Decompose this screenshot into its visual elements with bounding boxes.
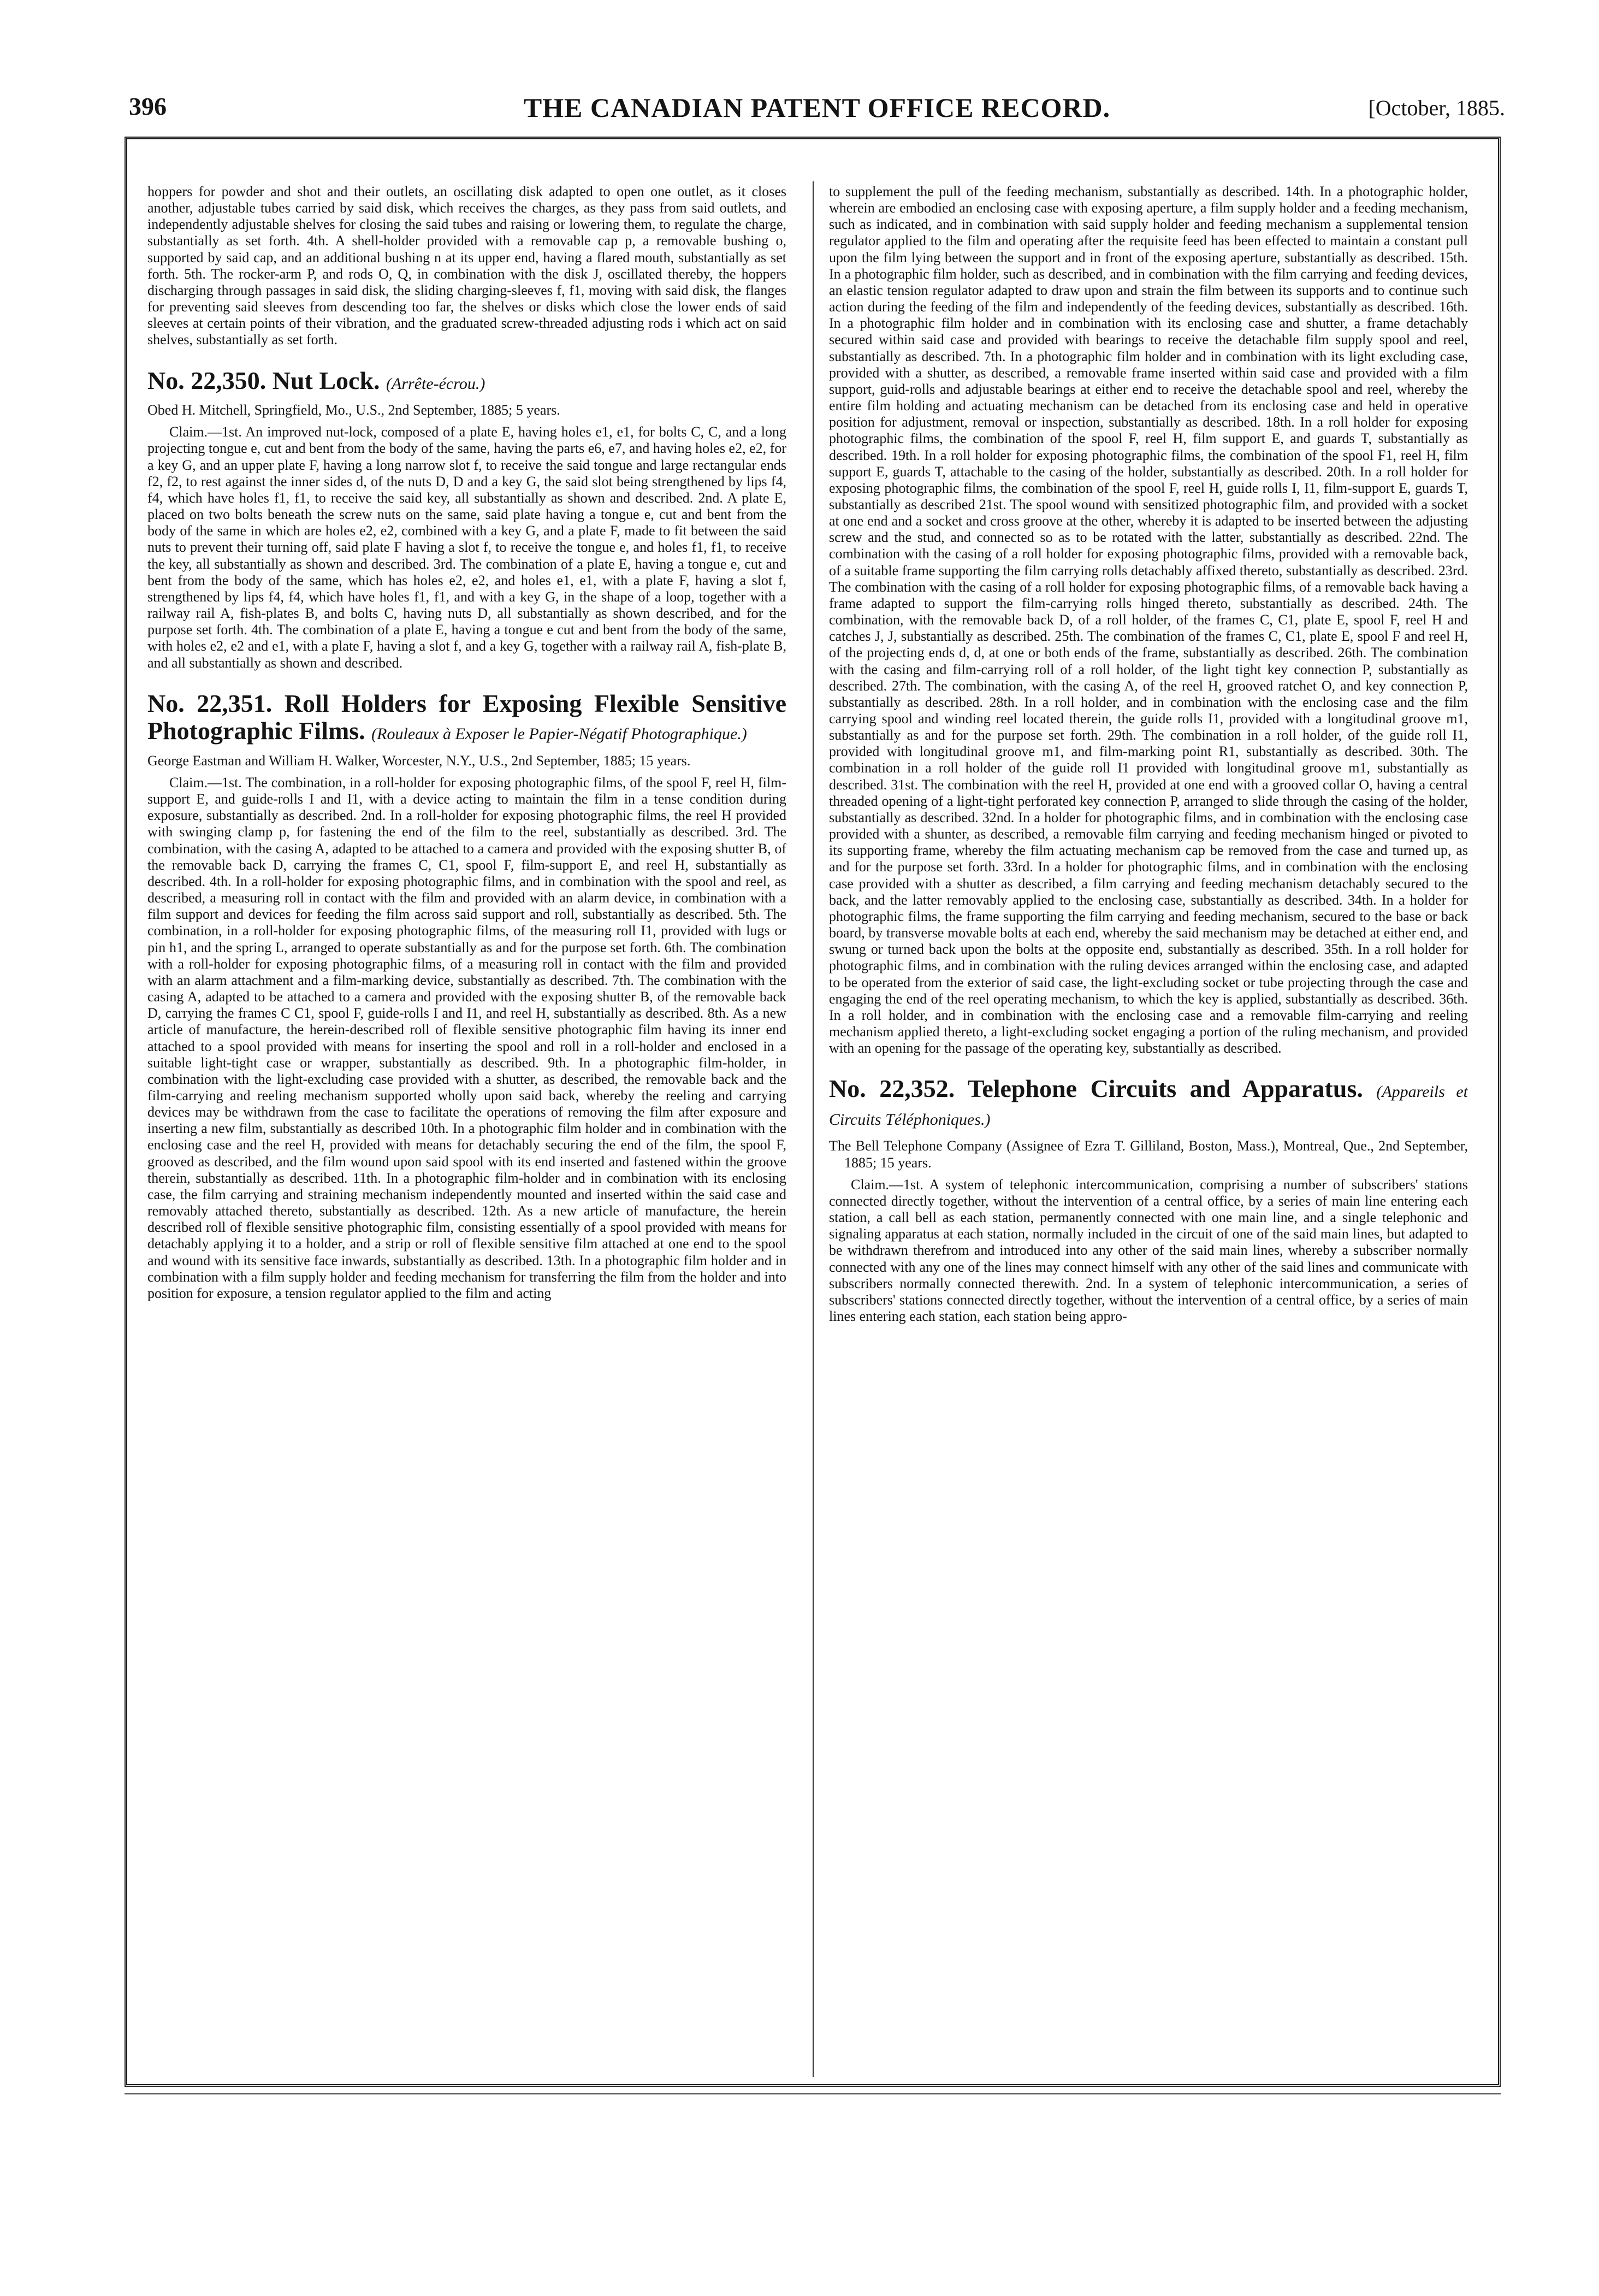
journal-title: THE CANADIAN PATENT OFFICE RECORD. bbox=[523, 92, 1111, 123]
patent-number: No. 22,350. bbox=[147, 366, 266, 394]
patent-claims: Claim.—1st. A system of telephonic intercommunication, comprising a number of subscribers' stations connected directly together, without the intervention of a central office, by a series of main line entering each station, a call bell as each station, permanently connected with one main line, and a single telephonic and signaling apparatus at each station, normally included in the circuit of one of the said main lines, but adapted to be withdrawn therefrom and introduced into any other of the said main lines, whereby a subscriber normally connected with any one of the lines may connect himself with any other of the said lines and communicate with subscribers normally connected therewith. 2nd. In a system of telephonic intercommunication, a series of subscribers' stations connected directly together, without the intervention of a central office, by a series of main lines entering each station, each station being appro- bbox=[829, 1176, 1468, 1325]
continued-claims-text: to supplement the pull of the feeding mechanism, substantially as described. 14th. In a photographic holder, wherein are embodied an enclosing case with exposing aperture, a film supply holder and a feeding mechanism, such as indicated, and in combination with said supply holder and feeding mechanism a supplemental tension regulator applied to the film and operating after the requisite feed has been effected to maintain a constant pull upon the film lying between the support and in front of the exposing aperture, substantially as described. 15th. In a photographic film holder, such as described, and in combination with the film carrying and feeding devices, an elastic tension regulator adapted to draw upon and strain the film between its supports and to continue such action during the feeding of the film and independently of the feeding devices, substantially as described. 16th. In a photographic film holder and in combination with its enclosing case and shutter, a frame detachably secured within said case and provided with bearings to receive the detachable film supply spool and reel, substantially as described. 7th. In a photographic film holder and in combination with its light excluding case, provided with a shutter, as described, a removable frame inserted within said case and provided with a film support, guid-rolls and adjustable bearings at either end to receive the detachable spool and reel, whereby the entire film holding and actuating mechanism can be detached from its enclosing case and held in operative position for adjustment, removal or inspection, substantially as described. 18th. In a roll holder for exposing photographic films, the combination of the spool F, reel H, film support E, and guards T, substantially as described. 19th. In a roll holder for exposing photographic films, the combination of the spool F1, reel H, film support E, guards T, attachable to the casing of the holder, substantially as described. 20th. In a roll holder for exposing photographic films, the combination of the spool F, reel H, guide rolls I, I1, film-support E, guards T, substantially as described 21st. The spool wound with sensitized photographic film, and provided with a socket at one end and a socket and cross groove at the other, whereby it is adapted to be inserted between the adjusting screw and the stud, and connected so as to be rotated with the latter, substantially as described. 22nd. The combination with the casing of a roll holder for exposing photographic films, provided with a removable back, of a suitable frame supporting the film carrying rolls detachably affixed thereto, substantially as described. 23rd. The combination with the casing of a roll holder for exposing photographic films, of a removable back having a frame adapted to support the film-carrying rolls hinged thereto, substantially as described. 24th. The combination, with the removable back D, of a roll holder, of the frames C, C1, plate E, spool F, reel H and catches J, J, substantially as described. 25th. The combination of the frames C, C1, plate E, spool F and reel H, of the projecting ends d, d, at one or both ends of the frame, substantially as described. 26th. The combination with the casing and film-carrying roll of a roll holder, of the light tight key connection P, substantially as described. 27th. The combination, with the casing A, of the reel H, grooved ratchet O, and key connection P, substantially as described. 28th. In a roll holder, and in combination with the enclosing case and the film carrying spool and winding reel located therein, the guide rolls I1, provided with a longitudinal groove m1, substantially as and for the purpose set forth. 29th. The combination in a roll holder, of the guide roll I1, provided with longitudinal groove m1, and film-marking point R1, substantially as described. 30th. The combination in a roll holder of the guide roll I1 provided with longitudinal groove m1, substantially as described. 31st. The combination with the reel H, provided at one end with a grooved collar O, having a central threaded opening of a light-tight perforated key connection P, arranged to slide through the casing of the holder, substantially as described. 32nd. In a holder for photographic films, and in combination with the enclosing case provided with a shunter, as described, a removable film carrying and feeding mechanism hinged or pivoted to its supporting frame, whereby the film actuating mechanism cap be removed from the case and turned up, as and for the purpose set forth. 33rd. In a holder for photographic films, and in combination with the enclosing case provided with a shutter as described, a film carrying and feeding mechanism detachably secured to the back, and the latter removably applied to the enclosing case, substantially as described. 34th. In a holder for photographic films, the frame supporting the film carrying and feeding mechanism, secured to the base or back board, by transverse movable bolts at each end, whereby the said mechanism may be detached at either end, and swung or turned back upon the bolts at the opposite end, substantially as described. 35th. In a roll holder for photographic films, and in combination with the ruling devices arranged within the enclosing case, and adapted to be operated from the exterior of said case, the light-excluding socket or tube projecting through the case and engaging the end of the reel operating mechanism, to which the key is applied, substantially as described. 36th. In a roll holder, and in combination with the enclosing case and a removable film-carrying and reeling mechanism applied thereto, a light-excluding socket engaging a portion of the ruling mechanism, and provided with an opening for the passage of the operating key, substantially as described. bbox=[829, 184, 1468, 1056]
patent-french-title: (Arrête-écrou.) bbox=[386, 374, 485, 393]
patent-french-title: (Rouleaux à Exposer le Papier-Négatif Photographique.) bbox=[371, 725, 747, 743]
patent-title: Telephone Circuits and Apparatus. bbox=[967, 1075, 1363, 1103]
patent-heading bbox=[829, 1075, 1468, 1130]
patent-heading bbox=[147, 367, 786, 395]
patent-number: No. 22,352. bbox=[829, 1075, 955, 1103]
patent-grantee: George Eastman and William H. Walker, Worcester, N.Y., U.S., 2nd September, 1885; 15 years. bbox=[147, 752, 691, 769]
patent-french-title: (Appareils et Circuits Téléphoniques.) bbox=[829, 1083, 1468, 1129]
page-number: 396 bbox=[129, 92, 167, 120]
patent-grantee: Obed H. Mitchell, Springfield, Mo., U.S., 2nd September, 1885; 5 years. bbox=[147, 402, 560, 418]
patent-title: Nut Lock. bbox=[272, 366, 380, 394]
patent-22352 bbox=[829, 1075, 1468, 1325]
patent-22350 bbox=[147, 367, 786, 671]
patent-claims: Claim.—1st. The combination, in a roll-holder for exposing photographic films, of the spool F, reel H, film-support E, and guide-rolls I and I1, with a device acting to maintain the film in a tense condition during exposure, substantially as described. 2nd. In a roll-holder for exposing photographic films, the reel H provided with swinging clamp p, for fastening the end of the film to the reel, substantially as described. 3rd. The combination, with the casing A, adapted to be attached to a camera and provided with the exposing shutter B, of the removable back D, carrying the frames C, C1, spool F, film-support E, and reel H, substantially as described. 4th. In a roll-holder for exposing photographic films, and in combination with the spool and reel, as described, a measuring roll in contact with the film and provided with an alarm device, in combination with a film support and devices for feeding the film across said support and roll, substantially as described. 5th. The combination, in a roll-holder for exposing photographic films, of the measuring roll I1, provided with lugs or pin h1, and the spring L, arranged to operate substantially as and for the purpose set forth. 6th. The combination with a roll-holder for exposing photographic films, of a measuring roll in contact with the film and provided with an alarm attachment and a film-marking device, substantially as described. 7th. The combination with the casing A, adapted to be attached to a camera and provided with the exposing shutter B, of the removable back D, carrying the frames C C1, spool F, guide-rolls I and I1, and reel H, substantially as described. 8th. As a new article of manufacture, the herein-described roll of flexible sensitive photographic film having its inner end attached to a spool provided with means for inserting the spool and roll in a roll-holder and enclosed in a suitable light-tight case or wrapper, substantially as described. 9th. In a photographic film-holder, in combination with the light-excluding case provided with a shutter, as described, the removable back and the film-carrying and reeling mechanism supported wholly upon said back, whereby the reeling and carrying devices may be withdrawn from the case to facilitate the operations of removing the film after exposure and inserting a new film, substantially as described 10th. In a photographic film holder and in combination with the enclosing case and the reel H, provided with means for detachably securing the end of the film, the spool F, grooved as described, and the film wound upon said spool with its end inserted and fastened within the groove therein, substantially as described. 11th. In a photographic film-holder and in combination with its enclosing case, the film carrying and straining mechanism independently mounted and inserted within the said case and removably attached thereto, substantially as described. 12th. As a new article of manufacture, the herein described roll of flexible sensitive photographic film, consisting essentially of a spool provided with means for detachably applying it to a holder, and a strip or roll of flexible sensitive film attached at one end to the spool and wound with its sensitive face inwards, substantially as described. 13th. In a photographic film holder and in combination with a film supply holder and feeding mechanism for transferring the film from the holder and into position for exposure, a tension regulator applied to the film and acting bbox=[147, 775, 786, 1301]
left-column bbox=[147, 184, 786, 2068]
patent-22351 bbox=[147, 690, 786, 1302]
issue-date: [October, 1885. bbox=[1368, 96, 1505, 120]
column-divider bbox=[813, 181, 814, 2077]
patent-claims: Claim.—1st. An improved nut-lock, composed of a plate E, having holes e1, e1, for bolts C, C, and a long projecting tongue e, cut and bent from the body of the same, having the parts e6, e7, and having holes e2, e2, for a key G, and an upper plate F, having a long narrow slot f, to receive the said tongue and large rectangular ends f2, f2, to rest against the inner sides d, of the nuts D, D and a key G, the said slot being strengthened by lips f4, f4, which have holes f1, f1, to receive the said key, all substantially as shown and described. 2nd. A plate E, placed on two bolts beneath the screw nuts on the same, said plate having a tongue e, cut and bent from the body of the same in which are holes e2, e2, combined with a key G, and a plate F, made to fit between the said nuts to prevent their turning off, said plate F having a slot f, to receive the tongue e, and holes f1, f1, to receive the key, all substantially as shown and described. 3rd. The combination of a plate E, having a tongue e, cut and bent from the body of the same, which has holes e2, e2, and holes e1, e1, with a plate F, having a slot f, strengthened by lips f4, f4, which have holes f1, f1, and with a key G, in the shape of a loop, together with a railway rail A, fish-plates B, and bolts C, having nuts D, all substantially as shown described, and for the purpose set forth. 4th. The combination of a plate E, having a tongue e cut and bent from the body of the same, with holes e2, e2 and e1, with a plate F, having a slot f, and a key G, together with a railway rail A, fish-plate B, and all substantially as shown and described. bbox=[147, 424, 786, 671]
bottom-rule bbox=[125, 2093, 1501, 2094]
patent-title: Roll Holders for Exposing Flexible Sensitive Photographic Films. bbox=[147, 689, 786, 745]
right-column bbox=[829, 184, 1468, 2068]
patent-heading bbox=[147, 690, 786, 745]
continued-claims-text: hoppers for powder and shot and their outlets, an oscillating disk adapted to open one outlet, as it closes another, adjustable tubes carried by said disk, which receives the charges, as they pass from said outlets, and independently adjustable shelves for closing the said tubes and raising or lowering them, to regulate the charge, substantially as set forth. 4th. A shell-holder provided with a removable cap p, a removable bushing o, supported by said cap, and an additional bushing n at its upper end, having a flared mouth, substantially as set forth. 5th. The rocker-arm P, and rods O, Q, in combination with the disk J, oscillated thereby, the hoppers discharging through passages in said disk, the sliding charging-sleeves f, f1, moving with said disk, the flanges for preventing said sleeves from descending too far, the shelves or disks which close the lower ends of said sleeves at certain points of their vibration, and the graduated screw-threaded adjusting rods i which act on said shelves, substantially as set forth. bbox=[147, 184, 786, 348]
patent-grantee: The Bell Telephone Company (Assignee of Ezra T. Gilliland, Boston, Mass.), Montreal, Que., 2nd September, 1885; 15 years. bbox=[829, 1138, 1468, 1171]
page-header bbox=[129, 92, 1505, 131]
patent-number: No. 22,351. bbox=[147, 689, 273, 717]
